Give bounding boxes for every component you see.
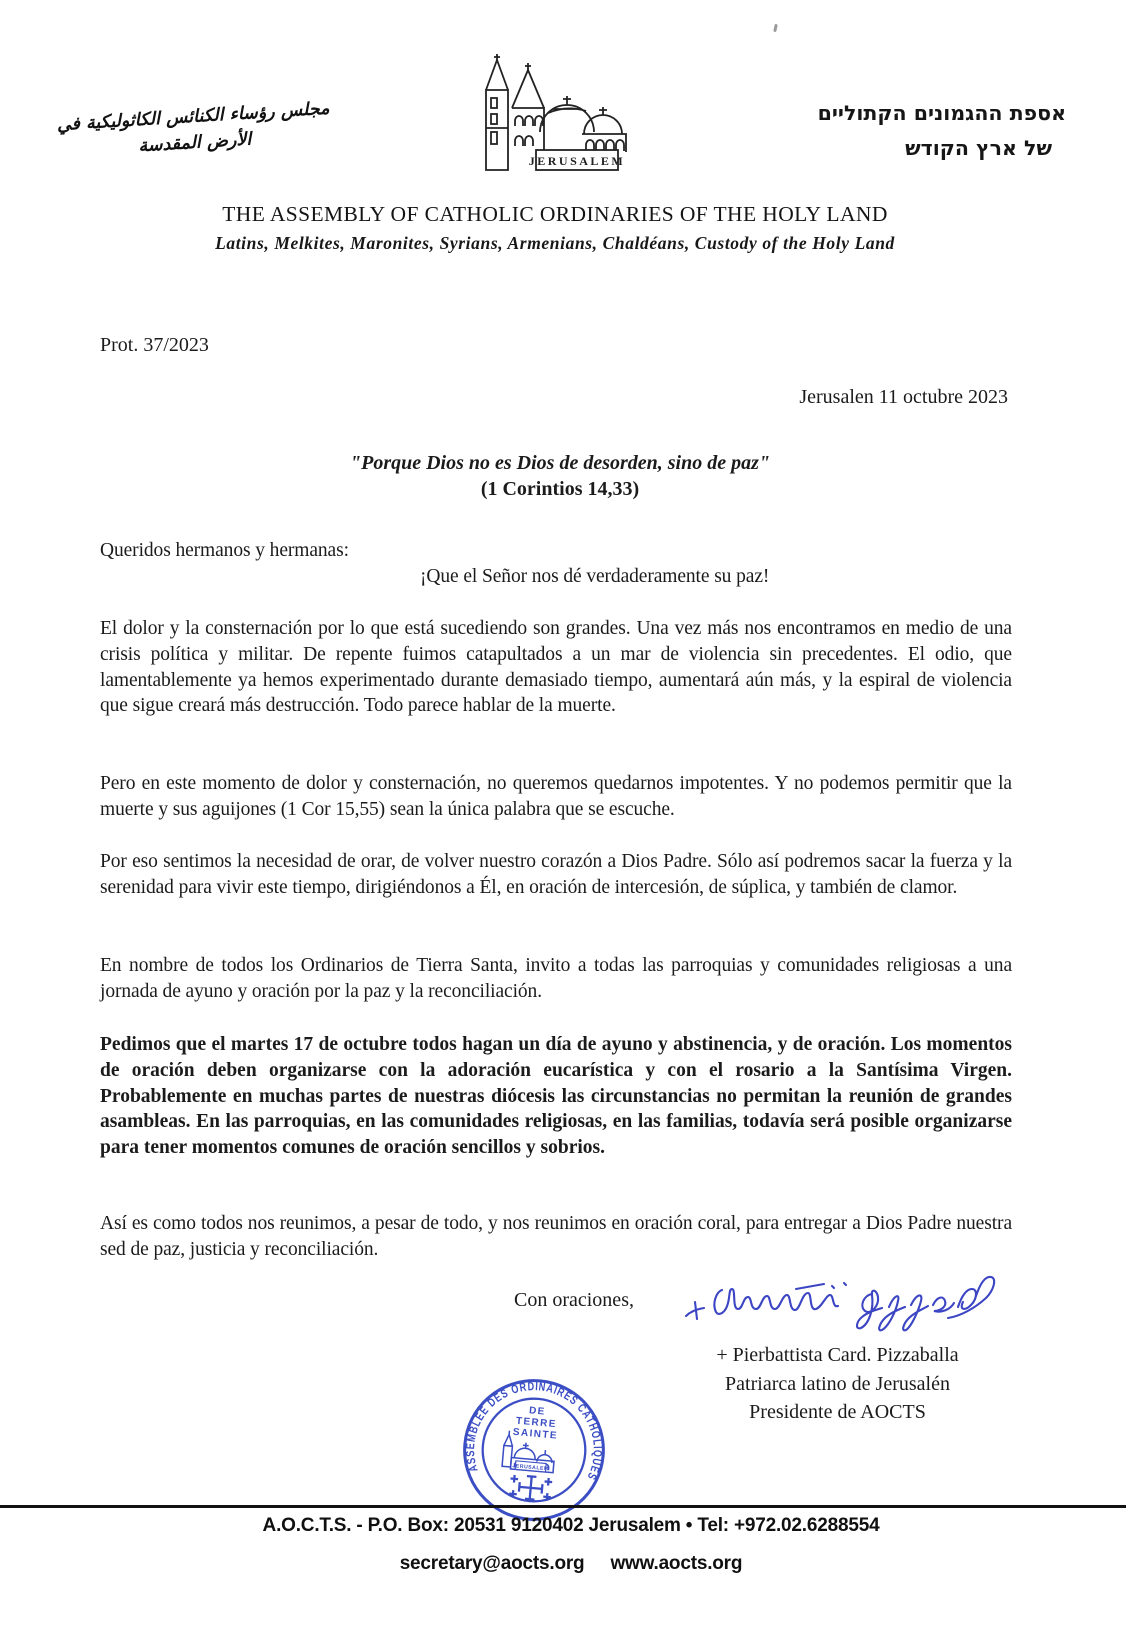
- hebrew-line-2: של ארץ הקודש: [905, 136, 1052, 160]
- signatory-role-1: Patriarca latino de Jerusalén: [725, 1372, 950, 1395]
- org-title: THE ASSEMBLY OF CATHOLIC ORDINARIES OF THE HOLY LAND: [222, 202, 888, 226]
- stamp-city-caption: JERUSALEM: [512, 1463, 549, 1473]
- paragraph-4: En nombre de todos los Ordinarios de Tierra Santa, invito a todas las parroquias y comunidades religiosas a una jornada de ayuno y oración por la paz y la reconciliación.: [100, 955, 1012, 1002]
- footer-email: secretary@aocts.org: [399, 1553, 585, 1574]
- paragraph-5-bold-fast-call: Pedimos que el martes 17 de octubre todos hagan un día de ayuno y abstinencia, y de oración. Los momentos de oración deben organizarse con la adoración eucarística y con el rosario a la Santísima Virgen. Probablemente en muchas partes de nuestras diócesis las circunstancias no permitan la reunión de grandes asambleas. En las parroquias, en las comunidades religiosas, en las familias, todavía será posible organizarse para tener momentos comunes de oración sencillos y sobrios.: [100, 1034, 1012, 1159]
- signatory-role-2: Presidente de AOCTS: [749, 1401, 926, 1423]
- jerusalem-churches-logo: [478, 54, 634, 174]
- closing-salutation: Con oraciones,: [514, 1289, 634, 1311]
- stamp-ring-text: ASSEMBLEE DES ORDINAIRES CATHOLIQUES: [462, 1378, 605, 1485]
- footer-contact-line: A.O.C.T.S. - P.O. Box: 20531 9120402 Jerusalem • Tel: +972.02.6288554: [262, 1515, 880, 1536]
- greeting: Queridos hermanos y hermanas:: [100, 540, 349, 561]
- peace-wish: ¡Que el Señor nos dé verdaderamente su paz!: [420, 566, 770, 587]
- stamp-line-terre: TERRE: [515, 1415, 558, 1431]
- paragraph-6: Así es como todos nos reunimos, a pesar de todo, y nos reunimos en oración coral, para entregar a Dios Padre nuestra sed de paz, justicia y reconciliación.: [100, 1213, 1012, 1260]
- stamp-line-sainte: SAINTE: [512, 1426, 559, 1442]
- paragraph-1: El dolor y la consternación por lo que está sucediendo son grandes. Una vez más nos encontramos en medio de una crisis política y militar. De repente fuimos catapultados a un mar de violencia sin precedentes. El odio, que lamentablemente ya hemos experimentado durante demasiado tiempo, aumentará aún más, y la espiral de violencia que sigue creará más destrucción. Todo parece hablar de la muerte.: [100, 618, 1012, 717]
- footer-website: www.aocts.org: [610, 1553, 743, 1574]
- scripture-quote: "Porque Dios no es Dios de desorden, sino de paz": [350, 452, 770, 474]
- scan-speck: [773, 24, 778, 32]
- signatory-block: [655, 1341, 1020, 1427]
- paragraph-3: Por eso sentimos la necesidad de orar, de volver nuestro corazón a Dios Padre. Sólo así podremos sacar la fuerza y la serenidad para vivir este tiempo, dirigiéndonos a Él, en oración de intercesión, de súplica, y también de clamor.: [100, 851, 1012, 898]
- paragraph-2: Pero en este momento de dolor y consternación, no queremos quedarnos impotentes. Y no podemos permitir que la muerte y sus aguijones (1 Cor 15,55) sean la única palabra que se escuche.: [100, 773, 1012, 820]
- footer-web-line: [0, 1553, 1142, 1575]
- dateline: Jerusalen 11 octubre 2023: [799, 386, 1008, 408]
- footer-divider: [0, 1505, 1126, 1508]
- stamp-outer-ring: [459, 1375, 609, 1525]
- signatory-name: + Pierbattista Card. Pizzaballa: [716, 1344, 959, 1366]
- logo-caption-text: JERUSALEM: [528, 154, 626, 168]
- handwritten-signature: [676, 1264, 1016, 1344]
- org-name-arabic: مجلس رؤساء الكنائس الكاثوليكية في الأرض المقدسة: [56, 98, 331, 157]
- scripture-reference: (1 Corintios 14,33): [480, 478, 640, 500]
- hebrew-line-1: אספת ההגמונים הקתוליים: [817, 101, 1066, 125]
- stamp-line-de: DE: [528, 1405, 547, 1418]
- protocol-number: Prot. 37/2023: [100, 334, 209, 356]
- org-subtitle: Latins, Melkites, Maronites, Syrians, Armenians, Chaldéans, Custody of the Holy Land: [215, 233, 895, 253]
- official-stamp: [458, 1374, 610, 1526]
- org-name-hebrew: [746, 96, 1066, 166]
